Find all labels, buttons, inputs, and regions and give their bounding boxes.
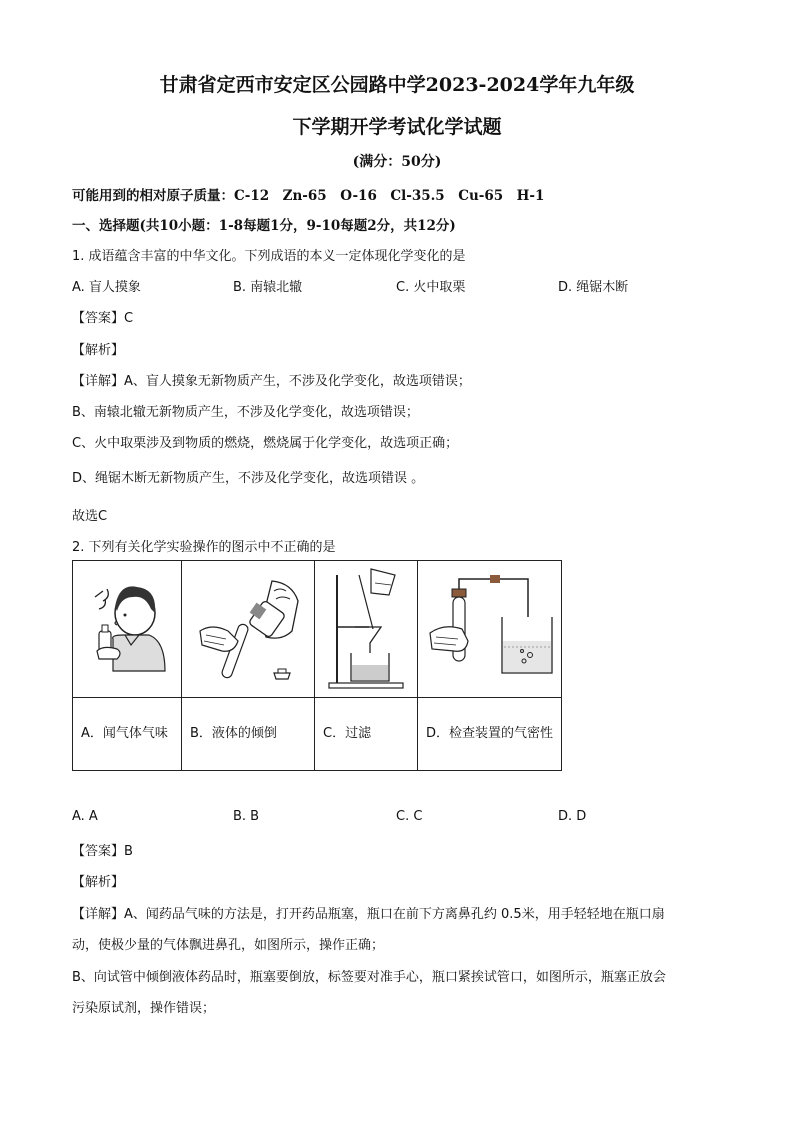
label-b: B．液体的倾倒 (182, 698, 315, 771)
question-2-stem: 2. 下列有关化学实验操作的图示中不正确的是 (72, 540, 336, 555)
q2-detail-line: B、向试管中倾倒液体药品时，瓶塞要倒放，标签要对准手心，瓶口紧挨试管口，如图所示，瓶塞正放会 (72, 970, 666, 985)
page-title-line2: 下学期开学考试化学试题 (292, 116, 502, 138)
q2-analysis-label: 【解析】 (72, 875, 125, 890)
q2-answer: 【答案】B (72, 844, 133, 859)
full-score: (满分：50分) (352, 154, 442, 170)
q1-detail-line: B、南辕北辙无新物质产生，不涉及化学变化，故选项错误； (72, 405, 419, 420)
q1-analysis-label: 【解析】 (72, 343, 125, 358)
atomic-masses: 可能用到的相对原子质量：C-12 Zn-65 O-16 Cl-35.5 Cu-65 H-1 (72, 188, 545, 204)
q2-option-c: C. C (396, 809, 423, 824)
figure-smell-gas (73, 561, 182, 698)
q1-option-c: C. 火中取栗 (396, 280, 466, 295)
question-1-stem: 1. 成语蕴含丰富的中华文化。下列成语的本义一定体现化学变化的是 (72, 249, 466, 264)
label-d: D．检查装置的气密性 (418, 698, 562, 771)
figure-airtightness-check (418, 561, 562, 698)
q1-option-d: D. 绳锯木断 (558, 280, 629, 295)
q2-detail-line: 【详解】A、闻药品气味的方法是，打开药品瓶塞，瓶口在前下方离鼻孔约 0.5米，用手轻轻地在瓶口扇 (72, 907, 665, 922)
q2-option-b: B. B (233, 809, 260, 824)
q1-detail-line: D、绳锯木断无新物质产生，不涉及化学变化，故选项错误 。 (72, 471, 425, 486)
q1-detail-line: 【详解】A、盲人摸象无新物质产生，不涉及化学变化，故选项错误； (72, 374, 471, 389)
section-heading: 一、选择题(共10小题：1-8每题1分，9-10每题2分，共12分) (72, 218, 456, 234)
figure-filtration (315, 561, 418, 698)
figure-pour-liquid (182, 561, 315, 698)
q1-option-b: B. 南辕北辙 (233, 280, 303, 295)
label-c: C．过滤 (315, 698, 418, 771)
page-title-line1: 甘肃省定西市安定区公园路中学2023-2024学年九年级 (159, 74, 635, 96)
q1-conclusion: 故选C (72, 509, 108, 524)
q2-option-a: A. A (72, 809, 98, 824)
q1-answer: 【答案】C (72, 311, 134, 326)
q2-option-d: D. D (558, 809, 587, 824)
label-a: A．闻气体气味 (73, 698, 182, 771)
q1-detail-line: C、火中取栗涉及到物质的燃烧，燃烧属于化学变化，故选项正确； (72, 436, 459, 451)
q1-option-a: A. 盲人摸象 (72, 280, 141, 295)
q2-detail-line: 动，使极少量的气体飘进鼻孔，如图所示，操作正确； (72, 938, 385, 953)
lab-operations-table (72, 560, 562, 771)
q2-detail-line: 污染原试剂，操作错误； (72, 1001, 216, 1016)
